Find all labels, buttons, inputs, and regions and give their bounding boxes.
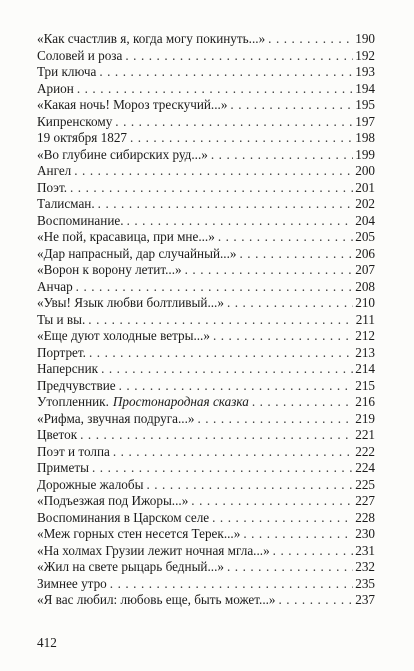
toc-entry <box>37 526 375 543</box>
toc-entry <box>37 180 375 197</box>
toc-entry-title: «Во глубине сибирских руд...» <box>37 146 208 162</box>
toc-entry-title: «Как счастлив я, когда могу покинуть...» <box>37 31 266 46</box>
toc-entry-page: 227 <box>355 493 375 508</box>
toc-entry <box>37 196 375 213</box>
toc-entry-page: 207 <box>355 262 375 277</box>
dot-leader <box>127 213 354 230</box>
toc-entry-page: 231 <box>355 542 375 558</box>
toc-entry-title: «Меж горных стен несется Терек...» <box>37 526 241 541</box>
toc-entry <box>37 576 375 593</box>
dot-leader <box>268 31 353 48</box>
toc-entry-title: Арион <box>37 80 74 96</box>
toc-entry-page: 235 <box>355 575 375 591</box>
toc-entry-page: 211 <box>355 311 375 327</box>
dot-leader <box>279 592 354 609</box>
toc-entry-page: 212 <box>355 328 375 343</box>
dot-leader <box>89 345 353 362</box>
toc-entry-title: Кипренскому <box>37 113 113 129</box>
toc-entry <box>37 477 375 494</box>
toc-entry <box>37 543 375 560</box>
toc-entry-title: «Дар напрасный, дар случайный...» <box>37 245 237 261</box>
toc-entry-page: 214 <box>355 361 375 376</box>
toc-entry-title: «Еще дуют холодные ветры...» <box>37 328 210 343</box>
toc-entry <box>37 345 375 362</box>
dot-leader <box>230 97 353 114</box>
toc-entry-page: 230 <box>355 526 375 541</box>
toc-entry-title: Приметы <box>37 460 89 475</box>
toc-entry-page: 192 <box>355 47 375 63</box>
toc-entry-title: «Ворон к ворону летит...» <box>37 262 182 277</box>
toc-entry <box>37 130 375 147</box>
toc-entry-title: Воспоминания в Царском селе <box>37 509 210 525</box>
dot-leader <box>185 262 354 279</box>
dot-leader <box>243 526 353 543</box>
toc-entry-page: 194 <box>355 80 375 96</box>
toc-entry <box>37 361 375 378</box>
dot-leader <box>211 147 353 164</box>
toc-entry <box>37 493 375 510</box>
toc-entry <box>37 592 375 609</box>
toc-entry-page: 224 <box>355 460 375 475</box>
toc-entry <box>37 229 375 246</box>
toc-entry-title: Портрет. <box>37 344 86 360</box>
toc-entry-title: Предчувствие <box>37 377 116 393</box>
toc-entry-title: «Рифма, звучная подруга...» <box>37 410 195 426</box>
table-of-contents <box>37 31 375 609</box>
toc-entry-page: 225 <box>355 476 375 492</box>
toc-entry <box>37 81 375 98</box>
toc-entry-page: 199 <box>355 146 375 162</box>
dot-leader <box>197 411 353 428</box>
toc-entry <box>37 262 375 279</box>
toc-entry-page: 202 <box>355 196 375 211</box>
toc-entry-title: Дорожные жалобы <box>37 476 144 492</box>
toc-entry-page: 200 <box>355 163 375 178</box>
toc-entry-title: «Увы! Язык любви болтливый...» <box>37 295 224 310</box>
toc-entry-page: 219 <box>355 410 375 426</box>
toc-entry-title: «Какая ночь! Мороз трескучий...» <box>37 97 228 112</box>
page-number: 412 <box>37 635 57 650</box>
toc-entry-title: «Не пой, красавица, при мне...» <box>37 229 215 244</box>
toc-entry-title: «Жил на свете рыцарь бедный...» <box>37 559 224 574</box>
toc-entry-subtitle: Простонародная сказка <box>112 394 249 409</box>
toc-entry-title: Анчар <box>37 278 73 294</box>
toc-entry-title: Утопленник. <box>37 394 109 409</box>
dot-leader <box>74 163 353 180</box>
dot-leader <box>191 493 353 510</box>
dot-leader <box>227 295 353 312</box>
toc-entry-title: Цветок <box>37 427 78 442</box>
toc-entry-title: «На холмах Грузии лежит ночная мгла...» <box>37 542 270 558</box>
toc-entry-title: «Подъезжая под Ижоры...» <box>37 493 189 508</box>
toc-entry-page: 213 <box>355 344 375 360</box>
dot-leader <box>239 246 353 263</box>
toc-entry <box>37 97 375 114</box>
toc-entry-page: 206 <box>355 245 375 261</box>
dot-leader <box>113 444 353 461</box>
dot-leader <box>227 559 353 576</box>
toc-entry-title: Ты и вы. <box>37 311 86 327</box>
toc-entry-title: Поэт и толпа <box>37 443 110 459</box>
toc-entry-page: 216 <box>355 394 375 409</box>
dot-leader <box>80 427 353 444</box>
toc-entry-title: Ангел <box>37 163 72 178</box>
toc-entry <box>37 328 375 345</box>
toc-entry <box>37 246 375 263</box>
dot-leader <box>125 48 353 65</box>
toc-entry-page: 232 <box>355 559 375 574</box>
toc-entry-page: 193 <box>355 64 375 79</box>
toc-entry <box>37 510 375 527</box>
toc-entry-title: Воспоминание. <box>37 212 124 228</box>
toc-entry-title: Наперсник <box>37 361 99 376</box>
dot-leader <box>119 378 354 395</box>
toc-entry-title: Поэт. <box>37 179 68 195</box>
toc-entry <box>37 312 375 329</box>
toc-entry-page: 237 <box>355 592 375 607</box>
dot-leader <box>98 196 354 213</box>
toc-entry-title: Зимнее утро <box>37 575 107 591</box>
toc-entry-page: 198 <box>355 130 375 145</box>
toc-entry <box>37 411 375 428</box>
toc-entry-title: «Я вас любил: любовь еще, быть может...» <box>37 592 276 607</box>
dot-leader <box>212 510 353 527</box>
toc-entry-page: 197 <box>355 113 375 129</box>
toc-entry-page: 205 <box>355 229 375 244</box>
toc-entry <box>37 64 375 81</box>
toc-entry-page: 221 <box>355 427 375 442</box>
toc-entry-page: 208 <box>355 278 375 294</box>
toc-entry <box>37 147 375 164</box>
dot-leader <box>76 279 354 296</box>
dot-leader <box>130 130 353 147</box>
dot-leader <box>213 328 353 345</box>
dot-leader <box>99 64 353 81</box>
toc-entry <box>37 559 375 576</box>
toc-entry-page: 210 <box>355 295 375 310</box>
toc-entry-page: 228 <box>355 509 375 525</box>
toc-entry-page: 215 <box>355 377 375 393</box>
toc-entry-page: 204 <box>355 212 375 228</box>
toc-entry-title: 19 октября 1827 <box>37 130 128 145</box>
toc-entry <box>37 460 375 477</box>
dot-leader <box>110 576 353 593</box>
toc-entry-page: 190 <box>355 31 375 46</box>
dot-leader <box>252 394 353 411</box>
dot-leader <box>218 229 353 246</box>
toc-entry <box>37 427 375 444</box>
dot-leader <box>101 361 353 378</box>
toc-entry-page: 222 <box>355 443 375 459</box>
toc-entry-page: 195 <box>355 97 375 112</box>
toc-entry <box>37 279 375 296</box>
dot-leader <box>115 114 353 131</box>
toc-entry-page: 201 <box>355 179 375 195</box>
dot-leader <box>88 312 353 329</box>
dot-leader <box>146 477 353 494</box>
toc-entry <box>37 444 375 461</box>
dot-leader <box>70 180 353 197</box>
toc-entry <box>37 394 375 411</box>
toc-entry <box>37 295 375 312</box>
toc-entry-title: Соловей и роза <box>37 47 123 63</box>
toc-entry <box>37 378 375 395</box>
toc-entry <box>37 213 375 230</box>
toc-entry <box>37 163 375 180</box>
dot-leader <box>92 460 353 477</box>
dot-leader <box>77 81 353 98</box>
toc-entry <box>37 114 375 131</box>
toc-entry-title: Талисман. <box>37 196 95 211</box>
toc-entry <box>37 31 375 48</box>
toc-entry <box>37 48 375 65</box>
dot-leader <box>273 543 354 560</box>
toc-entry-title: Три ключа <box>37 64 97 79</box>
